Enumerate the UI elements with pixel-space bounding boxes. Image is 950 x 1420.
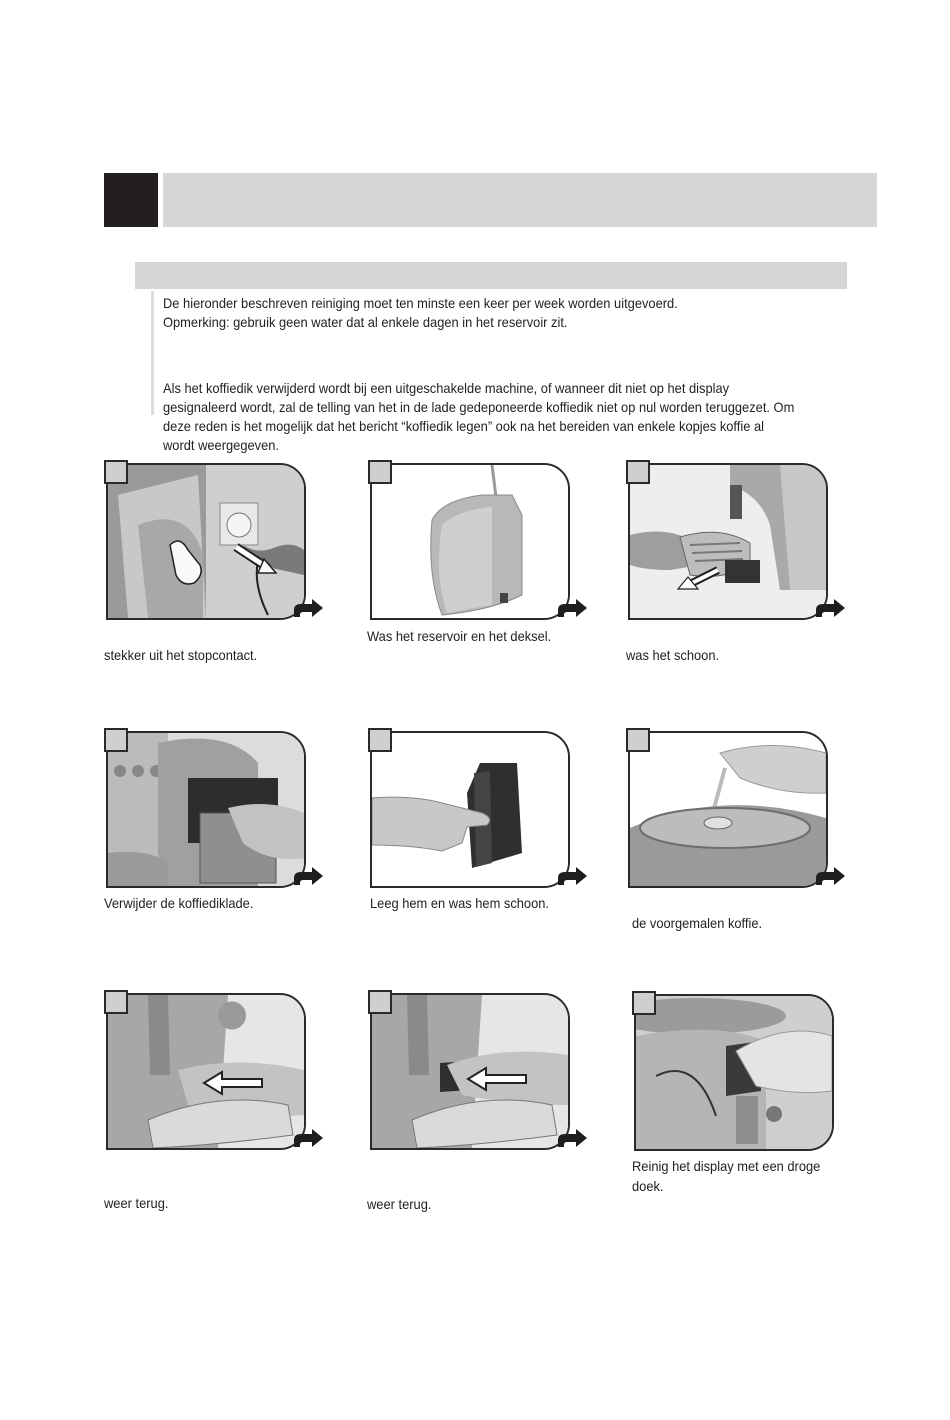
next-step-arrow-icon bbox=[814, 598, 846, 618]
step-5-number bbox=[368, 728, 392, 752]
next-step-arrow-icon bbox=[292, 866, 324, 886]
step-9-caption-line-2: doek. bbox=[632, 1178, 664, 1194]
next-step-arrow-icon bbox=[814, 866, 846, 886]
step-8-caption: weer terug. bbox=[367, 1196, 432, 1212]
next-step-arrow-icon bbox=[292, 1128, 324, 1148]
step-1-illustration bbox=[106, 463, 306, 620]
step-7-illustration bbox=[106, 993, 306, 1150]
step-8-illustration bbox=[370, 993, 570, 1150]
step-6-number bbox=[626, 728, 650, 752]
step-4-illustration bbox=[106, 731, 306, 888]
note-line-1: Als het koffiedik verwijderd wordt bij een uitgeschakelde machine, of wanneer dit niet op het display bbox=[163, 380, 730, 396]
step-3-caption: was het schoon. bbox=[626, 647, 720, 663]
intro-line-1: De hieronder beschreven reiniging moet ten minste een keer per week worden uitgevoerd. bbox=[163, 295, 678, 311]
chapter-number-box bbox=[104, 173, 158, 227]
step-9-number bbox=[632, 991, 656, 1015]
step-7-caption: weer terug. bbox=[104, 1195, 169, 1211]
step-7-number bbox=[104, 990, 128, 1014]
step-2-illustration bbox=[370, 463, 570, 620]
intro-line-2: Opmerking: gebruik geen water dat al enkele dagen in het reservoir zit. bbox=[163, 314, 568, 330]
next-step-arrow-icon bbox=[556, 598, 588, 618]
note-line-3: deze reden is het mogelijk dat het bericht “koffiedik legen” ook na het bereiden van enkele kopjes koffie al bbox=[163, 418, 764, 434]
step-2-number bbox=[368, 460, 392, 484]
step-8-number bbox=[368, 990, 392, 1014]
note-line-2: gesignaleerd wordt, zal de telling van het in de lade gedeponeerde koffiedik niet op nul worden teruggezet. Om bbox=[163, 399, 795, 415]
step-9-caption-line-1: Reinig het display met een droge bbox=[632, 1158, 821, 1174]
step-4-number bbox=[104, 728, 128, 752]
note-line-4: wordt weergegeven. bbox=[163, 437, 279, 453]
intro-divider bbox=[151, 291, 154, 415]
step-5-illustration bbox=[370, 731, 570, 888]
step-9-illustration bbox=[634, 994, 834, 1151]
step-2-caption: Was het reservoir en het deksel. bbox=[367, 628, 552, 644]
step-5-caption: Leeg hem en was hem schoon. bbox=[370, 895, 550, 911]
section-title-bar bbox=[135, 262, 847, 289]
step-1-number bbox=[104, 460, 128, 484]
step-6-caption: de voorgemalen koffie. bbox=[632, 915, 763, 931]
next-step-arrow-icon bbox=[556, 866, 588, 886]
step-6-illustration bbox=[628, 731, 828, 888]
step-4-caption: Verwijder de koffiediklade. bbox=[104, 895, 254, 911]
next-step-arrow-icon bbox=[292, 598, 324, 618]
next-step-arrow-icon bbox=[556, 1128, 588, 1148]
step-1-caption: stekker uit het stopcontact. bbox=[104, 647, 258, 663]
step-3-number bbox=[626, 460, 650, 484]
step-3-illustration bbox=[628, 463, 828, 620]
chapter-title-bar bbox=[163, 173, 877, 227]
